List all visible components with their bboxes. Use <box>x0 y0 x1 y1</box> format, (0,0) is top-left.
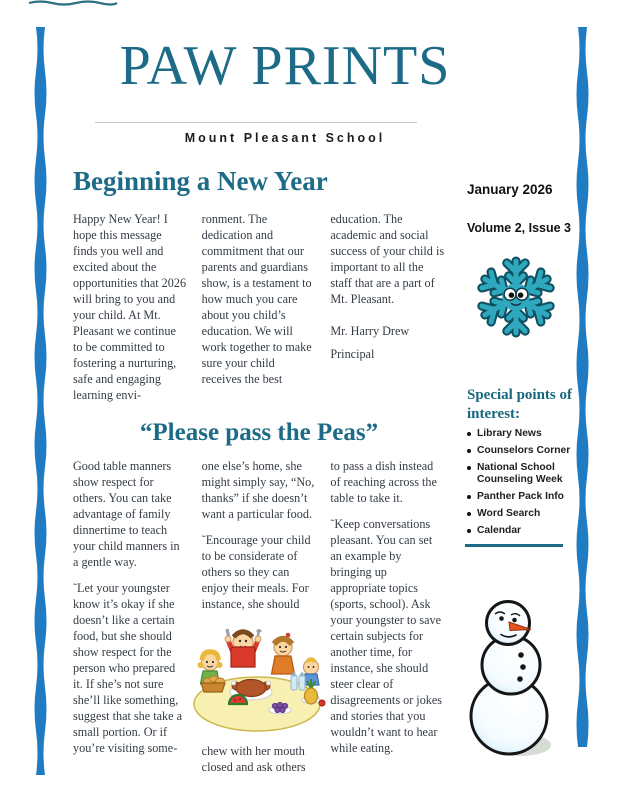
signature-title: Principal <box>330 346 375 361</box>
article2-column-2 <box>202 458 317 785</box>
list-item <box>467 462 585 486</box>
list-item-label: Panther Pack Info <box>477 491 564 502</box>
article2-columns <box>73 458 445 785</box>
bullet-icon <box>467 512 471 516</box>
sidebar-divider <box>465 544 563 547</box>
signature-name: Mr. Harry Drew <box>330 323 410 338</box>
paragraph: ˜Let your youngster know it’s okay if she doesn’t like a certain food, but she should show respect for the person who prepared it. If she’s not sure she’ll like something, suggest that she take a small portion. Or if you’re visiting some- <box>73 580 182 755</box>
bullet-icon <box>467 432 471 436</box>
newsletter-title: PAW PRINTS <box>119 35 451 97</box>
article2-heading: “Please pass the Peas” <box>139 419 379 446</box>
bullet-icon <box>467 529 471 533</box>
list-item-label: Counselors Corner <box>477 445 571 456</box>
list-item <box>467 525 585 537</box>
paragraph: ˜Encourage your child to be considerate of others so they can enjoy their meals. For instance, she should <box>201 532 311 611</box>
bullet-icon <box>467 466 471 470</box>
special-points-list <box>467 428 585 542</box>
paragraph: ˜Keep conversations pleasant. You can set an example by bringing up appropriate topics (sports, school). Ask your youngster to save certain subjects for another time, for instance, she should steer clear of disagreements or jokes and stories that you wouldn’t want to hear while eating. <box>330 516 443 755</box>
list-item-label: National School Counseling Week <box>477 462 563 485</box>
paragraph: education. The academic and social success of your child is important to all the staff that are a part of Mt. Pleasant. <box>330 211 445 306</box>
list-item <box>467 508 585 520</box>
sidebar <box>462 0 594 800</box>
list-item-label: Calendar <box>477 525 522 536</box>
article2-column-1 <box>73 458 188 785</box>
left-wavy-bar <box>33 27 48 775</box>
volume-issue: Volume 2, Issue 3 <box>467 221 571 235</box>
snowflake-icon <box>470 248 562 346</box>
article1-column-2 <box>202 211 317 413</box>
top-edge-squiggle-decoration <box>28 0 118 7</box>
list-item <box>467 491 585 503</box>
title-divider <box>95 122 417 123</box>
paragraph: Happy New Year! I hope this message finds you well and excited about the opportunities that 2026 will bring to you and your child. At Mt. Pleasant we continue to be committed to fostering a nurturing, safe and engaging learning envi- <box>73 211 187 402</box>
article1-column-1 <box>73 211 188 413</box>
list-item-label: Library News <box>477 428 542 439</box>
bullet-icon <box>467 495 471 499</box>
school-name: Mount Pleasant School <box>184 131 386 145</box>
paragraph: Good table manners show respect for others. You can take advantage of family dinnertime to teach your child manners in a gentle way. <box>73 458 180 569</box>
article1-column-3 <box>330 211 445 413</box>
family-dinner-image <box>191 622 328 735</box>
issue-date: January 2026 <box>467 182 553 197</box>
snowman-icon <box>464 594 556 764</box>
article1-heading: Beginning a New Year <box>73 166 328 196</box>
list-item-label: Word Search <box>477 508 541 519</box>
paragraph: one else’s home, she might simply say, “No, thanks” if she doesn’t want a particular food. <box>201 458 315 521</box>
article-please-pass-the-peas <box>73 419 445 785</box>
article2-column-3 <box>330 458 445 785</box>
bullet-icon <box>467 449 471 453</box>
list-item <box>467 428 585 440</box>
article-beginning-a-new-year <box>73 167 445 413</box>
special-points-title: Special points of interest: <box>467 387 573 422</box>
paragraph: ronment. The dedication and commitment that our parents and guardians show, is a testament to how much you care about you child’s education. We will work together to make sure your child receives the best <box>201 211 312 386</box>
article1-columns <box>73 211 445 413</box>
masthead <box>55 34 515 98</box>
list-item <box>467 445 585 457</box>
image-caption-continuation: chew with her mouth closed and ask others <box>201 743 306 774</box>
paragraph: to pass a dish instead of reaching across the table to take it. <box>330 458 437 505</box>
